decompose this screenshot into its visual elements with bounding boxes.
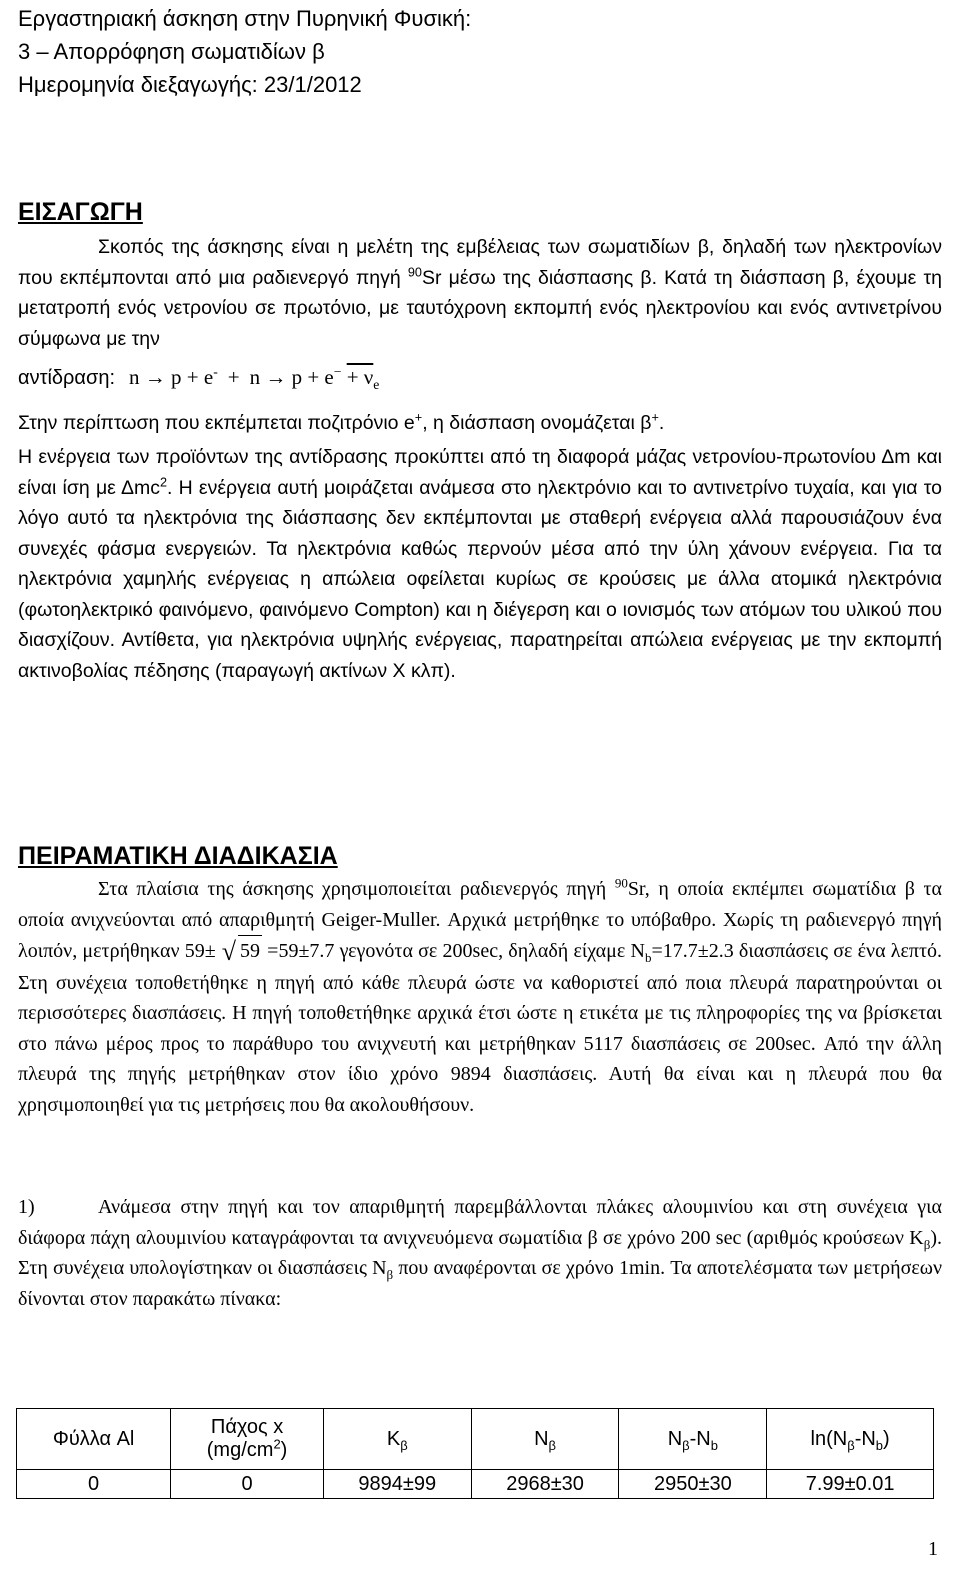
- thickness-label: Πάχος x: [210, 1416, 284, 1438]
- reaction-part-1: [129, 365, 218, 390]
- measurements-table: [16, 1408, 934, 1499]
- ln-sub-2: b: [875, 1437, 884, 1453]
- reaction-plus: +: [227, 365, 240, 389]
- procedure-p2-text-a: Ανάμεσα στην πηγή και τον απαριθμητή παρεμβάλλονται πλάκες αλουμινίου και στη συνέχεια για διάφορα πάχη αλουμινίου καταγράφονται τα ανιχνευόμενα σωματίδια β σε χρόνο 200 sec (αριθμός κρούσεων K: [18, 1196, 942, 1249]
- reaction-label: αντίδραση:: [18, 367, 116, 389]
- header-cell-net: [619, 1409, 767, 1470]
- procedure-p1-text-a: Στα πλαίσια της άσκησης χρησιμοποιείται ραδιενεργός πηγή: [98, 878, 615, 900]
- intro-p1-text-a: Σκοπός της άσκησης είναι η μελέτη της εμβέλειας των σωματιδίων β, δηλαδή των ηλεκτρονίων που εκπέμπονται από μια ραδιενεργό πηγή: [18, 236, 942, 289]
- header-cell-kbeta: [323, 1409, 471, 1470]
- header-cell-nbeta: [471, 1409, 619, 1470]
- reaction-2-sup: −: [333, 364, 342, 379]
- list-number: 1): [18, 1196, 35, 1218]
- table-row: [17, 1470, 934, 1499]
- nbeta-symbol: N: [534, 1427, 549, 1450]
- page-number: 1: [928, 1538, 938, 1560]
- procedure-p2-text-c: που αναφέρονται σε χρόνο 1min. Τα αποτελέσματα των μετρήσεων δίνονται στον παρακάτω πίνακα:: [18, 1257, 942, 1310]
- header-cell-thickness: [171, 1409, 324, 1470]
- intro-p2-text-a: Στην περίπτωση που εκπέμπεται ποζιτρόνιο e: [18, 412, 415, 434]
- document-header: [18, 2, 471, 101]
- net-sub-1: β: [682, 1437, 690, 1453]
- reaction-1-text: n → p + e: [129, 365, 214, 389]
- procedure-isotope-mass-number: 90: [614, 875, 628, 891]
- net-a: N: [667, 1427, 683, 1450]
- cell-nbeta: 2968±30: [471, 1470, 619, 1499]
- intro-p2-text-b: , η διάσπαση ονομάζεται β: [422, 412, 652, 434]
- intro-p3-text-b: . Η ενέργεια αυτή μοιράζεται ανάμεσα στο ηλεκτρόνιο και το αντινετρίνο τυχαία, και για το λόγο αυτό τα ηλεκτρόνια της διάσπασης δεν εκπέμπονται με σταθερή ενέργεια αλλά παρουσιάζουν ένα συνεχές φάσμα ενεργειών. Τα ηλεκτρόνια καθώς περνούν μέσα από την ύλη χάνουν ενέργεια. Για τα ηλεκτρόνια χαμηλής ενέργειας η απώλεια οφείλεται κυρίως σε κρούσεις με άλλα ατομικά ηλεκτρόνια (φωτοηλεκτρικό φαινόμενο, φαινόμενο Compton) και η διέγερση και ο ιονισμός των ατόμων του υλικού που διασχίζουν. Αντίθετα, για ηλεκτρόνια υψηλής ενέργειας, παρατηρείται απώλεια ενέργειας με την εκπομπή ακτινοβολίας πέδησης (παραγωγή ακτίνων Χ κλπ).: [18, 476, 942, 682]
- sqrt-radicand: 59: [238, 935, 262, 967]
- intro-p2-sup-1: +: [414, 410, 423, 425]
- antineutrino-symbol: + ν: [346, 365, 374, 389]
- procedure-paragraph-1: [18, 874, 942, 1120]
- cell-net: 2950±30: [619, 1470, 767, 1499]
- procedure-p1-text-c: =59±7.7 γεγονότα σε 200sec, δηλαδή είχαμε N: [261, 940, 645, 962]
- isotope-mass-number: 90: [407, 265, 422, 279]
- cell-foils: 0: [17, 1470, 171, 1499]
- ln-c: ): [883, 1427, 890, 1450]
- intro-paragraph-3: [18, 442, 942, 686]
- procedure-p2-sub-1: β: [923, 1236, 931, 1252]
- kbeta-sub: β: [400, 1437, 408, 1453]
- nbeta-sub: β: [548, 1437, 557, 1453]
- intro-paragraph-2: [18, 408, 942, 439]
- procedure-heading: ΠΕΙΡΑΜΑΤΙΚΗ ΔΙΑΔΙΚΑΣΙΑ: [18, 842, 338, 870]
- header-line-3: Ημερομηνία διεξαγωγής: 23/1/2012: [18, 72, 362, 97]
- header-cell-foils: Φύλλα Al: [17, 1409, 171, 1470]
- thickness-unit-sup: 2: [273, 1436, 281, 1452]
- ln-sub-1: β: [847, 1437, 855, 1453]
- cell-thickness: 0: [171, 1470, 324, 1499]
- thickness-unit-close: ): [280, 1439, 288, 1461]
- intro-paragraph-1: [18, 232, 942, 354]
- procedure-p1-text-b: Sr, η οποία εκπέμπει σωματίδια β τα οποία ανιχνεύονται από απαριθμητή Geiger-Muller. Αρχικά μετρήθηκε το υπόβαθρο. Χωρίς τη ραδιενεργό πηγή λοιπόν, μετρήθηκαν 59±: [18, 878, 943, 962]
- ln-a: ln(N: [810, 1427, 848, 1450]
- procedure-p2-text-b: ). Στη συνέχεια υπολογίστηκαν οι διασπάσεις N: [18, 1226, 942, 1279]
- ln-b: -N: [854, 1427, 876, 1450]
- kbeta-symbol: K: [386, 1427, 401, 1450]
- cell-kbeta: 9894±99: [323, 1470, 471, 1499]
- header-line-1: Εργαστηριακή άσκηση στην Πυρηνική Φυσική:: [18, 6, 472, 31]
- net-b: -N: [689, 1427, 711, 1450]
- intro-p2-sup-2: +: [651, 410, 659, 425]
- procedure-p1-text-d: =17.7±2.3 διασπάσεις σε ένα λεπτό. Στη συνέχεια τοποθετήθηκε η πηγή από κάθε πλευρά ώστε να καθοριστεί από ποια πλευρά παρατηρούνται οι περισσότερες διασπάσεις. Η πηγή τοποθετήθηκε αρχικά έτσι ώστε η ετικέτα με τις πληροφορίες της να βρίσκεται στο πάνω μέρος προς το παράθυρο του ανιχνευτή και μετρήθηκαν 5117 διασπάσεις σε 200sec. Από την άλλη πλευρά της πηγής μετρήθηκαν στον ίδιο χρόνο 9894 διασπάσεις. Αυτή θα είναι και η πλευρά που θα χρησιμοποιηθεί για τις μετρήσεις που θα ακολουθήσουν.: [18, 940, 942, 1116]
- table-header-row: [17, 1409, 934, 1470]
- background-subscript: b: [644, 950, 652, 965]
- sqrt-sign: √: [221, 937, 236, 966]
- reaction-2-text: n → p + e: [249, 365, 334, 389]
- net-sub-2: b: [710, 1437, 718, 1453]
- cell-ln: 7.99±0.01: [767, 1470, 934, 1499]
- reaction-equation: [18, 350, 380, 393]
- procedure-p2-sub-2: β: [386, 1267, 394, 1282]
- intro-heading: ΕΙΣΑΓΩΓΗ: [18, 198, 143, 226]
- reaction-part-2: [249, 364, 380, 393]
- procedure-paragraph-2: [18, 1192, 942, 1314]
- reaction-1-sup: -: [213, 364, 218, 379]
- intro-p3-text-a: Η ενέργεια των προϊόντων της αντίδρασης προκύπτει από τη διαφορά μάζας νετρονίου-πρωτονίου Δm και είναι ίση με Δmc: [18, 446, 942, 499]
- antineutrino-sub: e: [373, 377, 380, 393]
- intro-p2-text-c: .: [658, 412, 665, 434]
- header-cell-ln: [767, 1409, 934, 1470]
- thickness-unit: (mg/cm: [206, 1439, 274, 1461]
- intro-p1-text-b: Sr μέσω της διάσπασης β. Κατά τη διάσπαση β, έχουμε τη μετατροπή ενός νετρονίου σε πρωτόνιο, με ταυτόχρονη εκπομπή ενός ηλεκτρονίου και ενός αντινετρίνου σύμφωνα με την: [18, 266, 942, 350]
- intro-p3-sup: 2: [159, 475, 168, 489]
- header-line-2: 3 – Απορρόφηση σωματιδίων β: [18, 39, 325, 64]
